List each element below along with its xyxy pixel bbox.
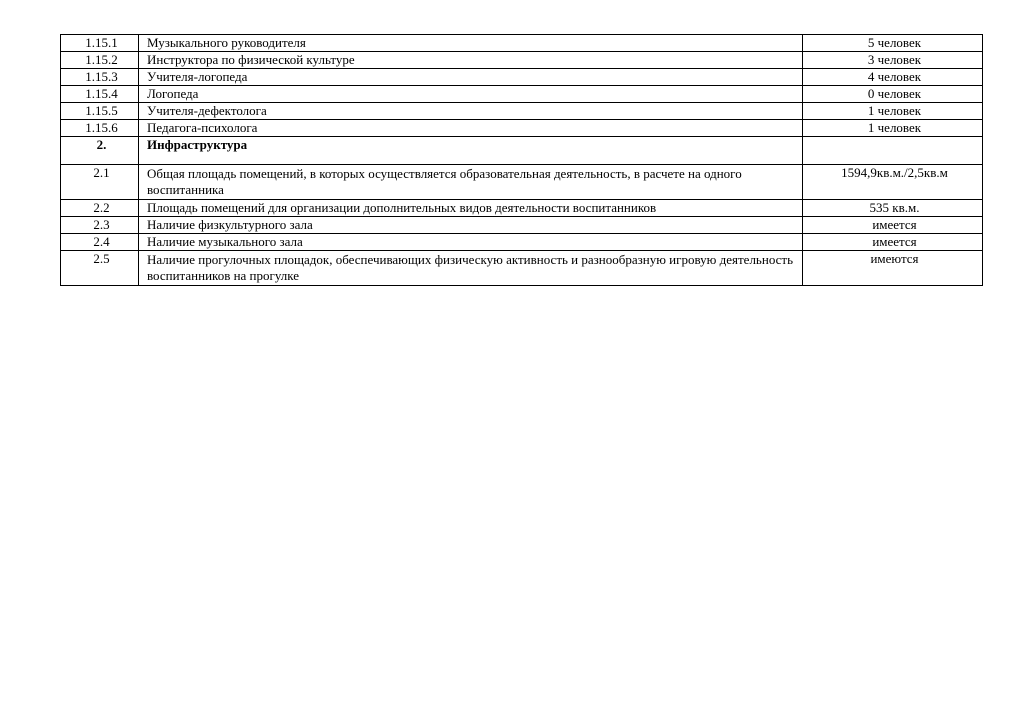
table-row [61,35,983,52]
row-number: 1.15.3 [61,69,139,86]
row-indicator: Музыкального руководителя [139,35,803,52]
row-indicator: Наличие прогулочных площадок, обеспечивающих физическую активность и разнообразную игровую деятельность воспитанников на прогулке [139,251,803,286]
row-indicator: Учителя-дефектолога [139,103,803,120]
table-row [61,234,983,251]
section-row [61,137,983,165]
row-indicator: Педагога-психолога [139,120,803,137]
row-value: имеются [803,251,983,286]
row-number: 1.15.1 [61,35,139,52]
row-value: 3 человек [803,52,983,69]
row-number: 1.15.6 [61,120,139,137]
row-value: имеется [803,217,983,234]
row-value: 535 кв.м. [803,200,983,217]
table-row [61,165,983,200]
table-row [61,52,983,69]
row-value: 0 человек [803,86,983,103]
row-number: 1.15.5 [61,103,139,120]
table-row [61,200,983,217]
row-indicator: Общая площадь помещений, в которых осуществляется образовательная деятельность, в расчете на одного воспитанника [139,165,803,200]
table-row [61,103,983,120]
row-indicator: Учителя-логопеда [139,69,803,86]
table-row [61,217,983,234]
table-row [61,120,983,137]
row-number: 1.15.2 [61,52,139,69]
row-indicator: Логопеда [139,86,803,103]
section-number: 2. [61,137,139,165]
row-number: 2.5 [61,251,139,286]
row-value [803,137,983,165]
row-number: 2.1 [61,165,139,200]
row-number: 2.2 [61,200,139,217]
row-indicator: Инструктора по физической культуре [139,52,803,69]
row-value: 1594,9кв.м./2,5кв.м [803,165,983,200]
table-row [61,86,983,103]
row-indicator: Площадь помещений для организации дополнительных видов деятельности воспитанников [139,200,803,217]
row-number: 2.3 [61,217,139,234]
table-row [61,251,983,286]
table-row [61,69,983,86]
row-indicator: Наличие физкультурного зала [139,217,803,234]
row-number: 2.4 [61,234,139,251]
row-value: 1 человек [803,103,983,120]
row-value: 1 человек [803,120,983,137]
indicators-table [60,34,983,286]
row-value: имеется [803,234,983,251]
row-indicator: Наличие музыкального зала [139,234,803,251]
row-value: 4 человек [803,69,983,86]
row-number: 1.15.4 [61,86,139,103]
row-value: 5 человек [803,35,983,52]
section-title: Инфраструктура [139,137,803,165]
